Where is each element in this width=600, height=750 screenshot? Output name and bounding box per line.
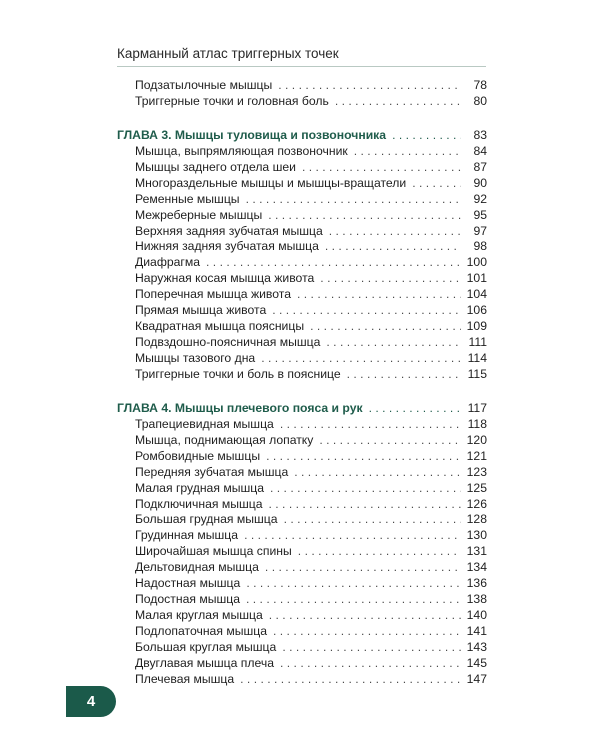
dot-leader xyxy=(280,417,461,433)
dot-leader xyxy=(354,144,461,160)
dot-leader xyxy=(326,335,461,351)
toc-entry-page: 125 xyxy=(466,480,487,495)
dot-leader xyxy=(282,640,461,656)
toc-entry-title: Дельтовидная мышца xyxy=(135,560,259,575)
toc-entry-title: Большая грудная мышца xyxy=(135,512,278,527)
toc-entry-page: 109 xyxy=(466,319,487,334)
toc-entry[interactable] xyxy=(117,449,487,465)
dot-leader xyxy=(302,160,461,176)
toc-entry[interactable] xyxy=(117,287,487,303)
toc-entry-title: Верхняя задняя зубчатая мышца xyxy=(135,223,323,238)
toc-entry[interactable] xyxy=(117,367,487,383)
toc-entry-page: 90 xyxy=(473,175,487,190)
toc-entry-page: 106 xyxy=(466,303,487,318)
toc-entry[interactable] xyxy=(117,433,487,449)
toc-entry-page: 97 xyxy=(473,223,487,238)
toc-entry-page: 121 xyxy=(466,448,487,463)
dot-leader xyxy=(269,497,461,513)
toc-entry-title: Многораздельные мышцы и мышцы-вращатели xyxy=(135,175,407,190)
toc-entry-title: Надостная мышца xyxy=(135,576,241,591)
toc-chapter-title: ГЛАВА 4. Мышцы плечевого пояса и рук xyxy=(117,400,363,415)
dot-leader xyxy=(266,449,461,465)
toc-entry[interactable] xyxy=(117,417,487,433)
toc-entry-page: 143 xyxy=(466,639,487,654)
toc-entry-page: 95 xyxy=(473,207,487,222)
toc-entry[interactable] xyxy=(117,271,487,287)
toc-chapter-page: 83 xyxy=(473,127,487,142)
toc-entry-title: Подлопаточная мышца xyxy=(135,624,267,638)
toc-entry[interactable] xyxy=(117,624,487,640)
toc-entry[interactable] xyxy=(117,544,487,560)
toc-chapter-title: ГЛАВА 3. Мышцы туловища и позвоночника xyxy=(117,127,387,142)
toc-entry-page: 130 xyxy=(466,528,487,543)
dot-leader xyxy=(335,94,461,110)
dot-leader xyxy=(269,608,461,624)
dot-leader xyxy=(278,78,461,94)
toc-entry-page: 101 xyxy=(466,271,487,286)
toc-chapter-3[interactable] xyxy=(117,128,487,144)
dot-leader xyxy=(310,319,461,335)
toc-entry-title: Ременные мышцы xyxy=(135,191,240,206)
toc-entry[interactable] xyxy=(117,208,487,224)
toc-entry-page: 111 xyxy=(468,335,487,350)
toc-entry-title: Подвздошно-поясничная мышца xyxy=(135,335,321,350)
dot-leader xyxy=(261,351,461,367)
toc-entry-title: Диафрагма xyxy=(135,255,201,270)
toc-entry[interactable] xyxy=(117,656,487,672)
dot-leader xyxy=(320,271,461,287)
toc-entry-title: Подостная мышца xyxy=(135,592,241,607)
toc-entry[interactable] xyxy=(117,335,487,351)
toc-entry-page: 134 xyxy=(466,560,487,575)
toc-entry[interactable] xyxy=(117,239,487,255)
toc-entry[interactable] xyxy=(117,351,487,367)
toc-entry-title: Широчайшая мышца спины xyxy=(135,544,292,559)
toc-entry-title: Мышца, поднимающая лопатку xyxy=(135,432,314,447)
toc-entry-title: Малая круглая мышца xyxy=(135,608,263,623)
toc-entry-title: Поперечная мышца живота xyxy=(135,287,292,302)
toc-entry-title: Мышцы тазового дна xyxy=(135,351,256,365)
toc-entry[interactable] xyxy=(117,672,487,688)
dot-leader xyxy=(246,576,461,592)
toc-chapter-page: 117 xyxy=(467,400,487,415)
section-gap xyxy=(117,110,487,128)
toc-entry[interactable] xyxy=(117,224,487,240)
dot-leader xyxy=(325,239,461,255)
toc-entry-page: 147 xyxy=(466,671,487,686)
toc-entry-page: 114 xyxy=(467,351,487,365)
toc-entry-page: 92 xyxy=(473,191,487,206)
dot-leader xyxy=(268,208,461,224)
dot-leader xyxy=(392,128,461,144)
toc-entry-page: 118 xyxy=(467,416,487,431)
toc-entry-title: Триггерные точки и боль в пояснице xyxy=(135,366,341,381)
dot-leader xyxy=(284,512,461,528)
toc-entry-page: 104 xyxy=(466,287,487,302)
table-of-contents xyxy=(117,78,487,688)
toc-entry[interactable] xyxy=(117,640,487,656)
header-divider xyxy=(117,66,486,67)
toc-entry-page: 136 xyxy=(466,576,487,591)
toc-entry-page: 128 xyxy=(466,512,487,527)
dot-leader xyxy=(298,544,461,560)
toc-entry-title: Мышцы заднего отдела шеи xyxy=(135,159,296,174)
dot-leader xyxy=(412,176,461,192)
toc-entry-page: 126 xyxy=(466,496,487,511)
toc-entry-page: 80 xyxy=(473,93,487,108)
toc-entry[interactable] xyxy=(117,94,487,110)
toc-entry[interactable] xyxy=(117,560,487,576)
toc-entry-title: Малая грудная мышца xyxy=(135,480,264,495)
toc-entry[interactable] xyxy=(117,465,487,481)
toc-entry-title: Прямая мышца живота xyxy=(135,303,267,318)
dot-leader xyxy=(240,672,461,688)
toc-entry[interactable] xyxy=(117,608,487,624)
toc-entry-title: Нижняя задняя зубчатая мышца xyxy=(135,239,319,254)
toc-entry[interactable] xyxy=(117,192,487,208)
section-gap xyxy=(117,383,487,401)
toc-entry[interactable] xyxy=(117,576,487,592)
dot-leader xyxy=(272,303,461,319)
toc-entry-title: Подключичная мышца xyxy=(135,496,263,511)
dot-leader xyxy=(206,255,461,271)
toc-entry[interactable] xyxy=(117,319,487,335)
dot-leader xyxy=(246,192,461,208)
toc-entry-title: Наружная косая мышца живота xyxy=(135,271,315,286)
toc-entry[interactable] xyxy=(117,255,487,271)
toc-entry-title: Трапециевидная мышца xyxy=(135,416,274,431)
toc-entry-page: 100 xyxy=(466,255,487,270)
toc-entry-page: 120 xyxy=(466,432,487,447)
toc-chapter-4[interactable] xyxy=(117,401,487,417)
dot-leader xyxy=(246,592,461,608)
dot-leader xyxy=(294,465,461,481)
toc-entry-page: 84 xyxy=(473,143,487,158)
toc-entry-title: Плечевая мышца xyxy=(135,671,235,686)
toc-entry-page: 141 xyxy=(466,624,487,638)
dot-leader xyxy=(329,224,461,240)
toc-entry[interactable] xyxy=(117,497,487,513)
toc-entry-page: 123 xyxy=(466,464,487,479)
toc-entry-title: Триггерные точки и головная боль xyxy=(135,93,329,108)
toc-entry[interactable] xyxy=(117,528,487,544)
dot-leader xyxy=(244,528,461,544)
toc-entry-title: Межреберные мышцы xyxy=(135,207,263,222)
toc-entry-title: Двуглавая мышца плеча xyxy=(135,655,274,670)
toc-entry-title: Квадратная мышца поясницы xyxy=(135,319,305,334)
dot-leader xyxy=(347,367,461,383)
dot-leader xyxy=(280,656,461,672)
dot-leader xyxy=(369,401,461,417)
toc-entry-page: 138 xyxy=(466,592,487,607)
toc-entry[interactable] xyxy=(117,78,487,94)
dot-leader xyxy=(270,481,461,497)
toc-entry-title: Ромбовидные мышцы xyxy=(135,448,261,463)
dot-leader xyxy=(273,624,461,640)
toc-entry-page: 131 xyxy=(466,544,487,559)
toc-entry-title: Мышца, выпрямляющая позвоночник xyxy=(135,143,348,158)
dot-leader xyxy=(265,560,461,576)
toc-entry-page: 145 xyxy=(466,655,487,670)
toc-entry[interactable] xyxy=(117,592,487,608)
toc-entry-title: Большая круглая мышца xyxy=(135,639,277,654)
toc-entry-page: 140 xyxy=(466,608,487,623)
running-header: Карманный атлас триггерных точек xyxy=(117,46,339,61)
toc-entry-title: Передняя зубчатая мышца xyxy=(135,464,289,479)
dot-leader xyxy=(297,287,461,303)
toc-entry[interactable] xyxy=(117,512,487,528)
toc-entry-page: 87 xyxy=(473,159,487,174)
toc-entry[interactable] xyxy=(117,176,487,192)
toc-entry-page: 98 xyxy=(473,239,487,254)
toc-entry[interactable] xyxy=(117,144,487,160)
page-number-tab: 4 xyxy=(66,686,116,717)
toc-entry-title: Грудинная мышца xyxy=(135,528,239,543)
toc-entry[interactable] xyxy=(117,160,487,176)
toc-entry[interactable] xyxy=(117,303,487,319)
dot-leader xyxy=(319,433,461,449)
toc-entry[interactable] xyxy=(117,481,487,497)
toc-entry-page: 78 xyxy=(473,78,487,92)
toc-entry-page: 115 xyxy=(467,366,487,381)
toc-entry-title: Подзатылочные мышцы xyxy=(135,78,273,92)
